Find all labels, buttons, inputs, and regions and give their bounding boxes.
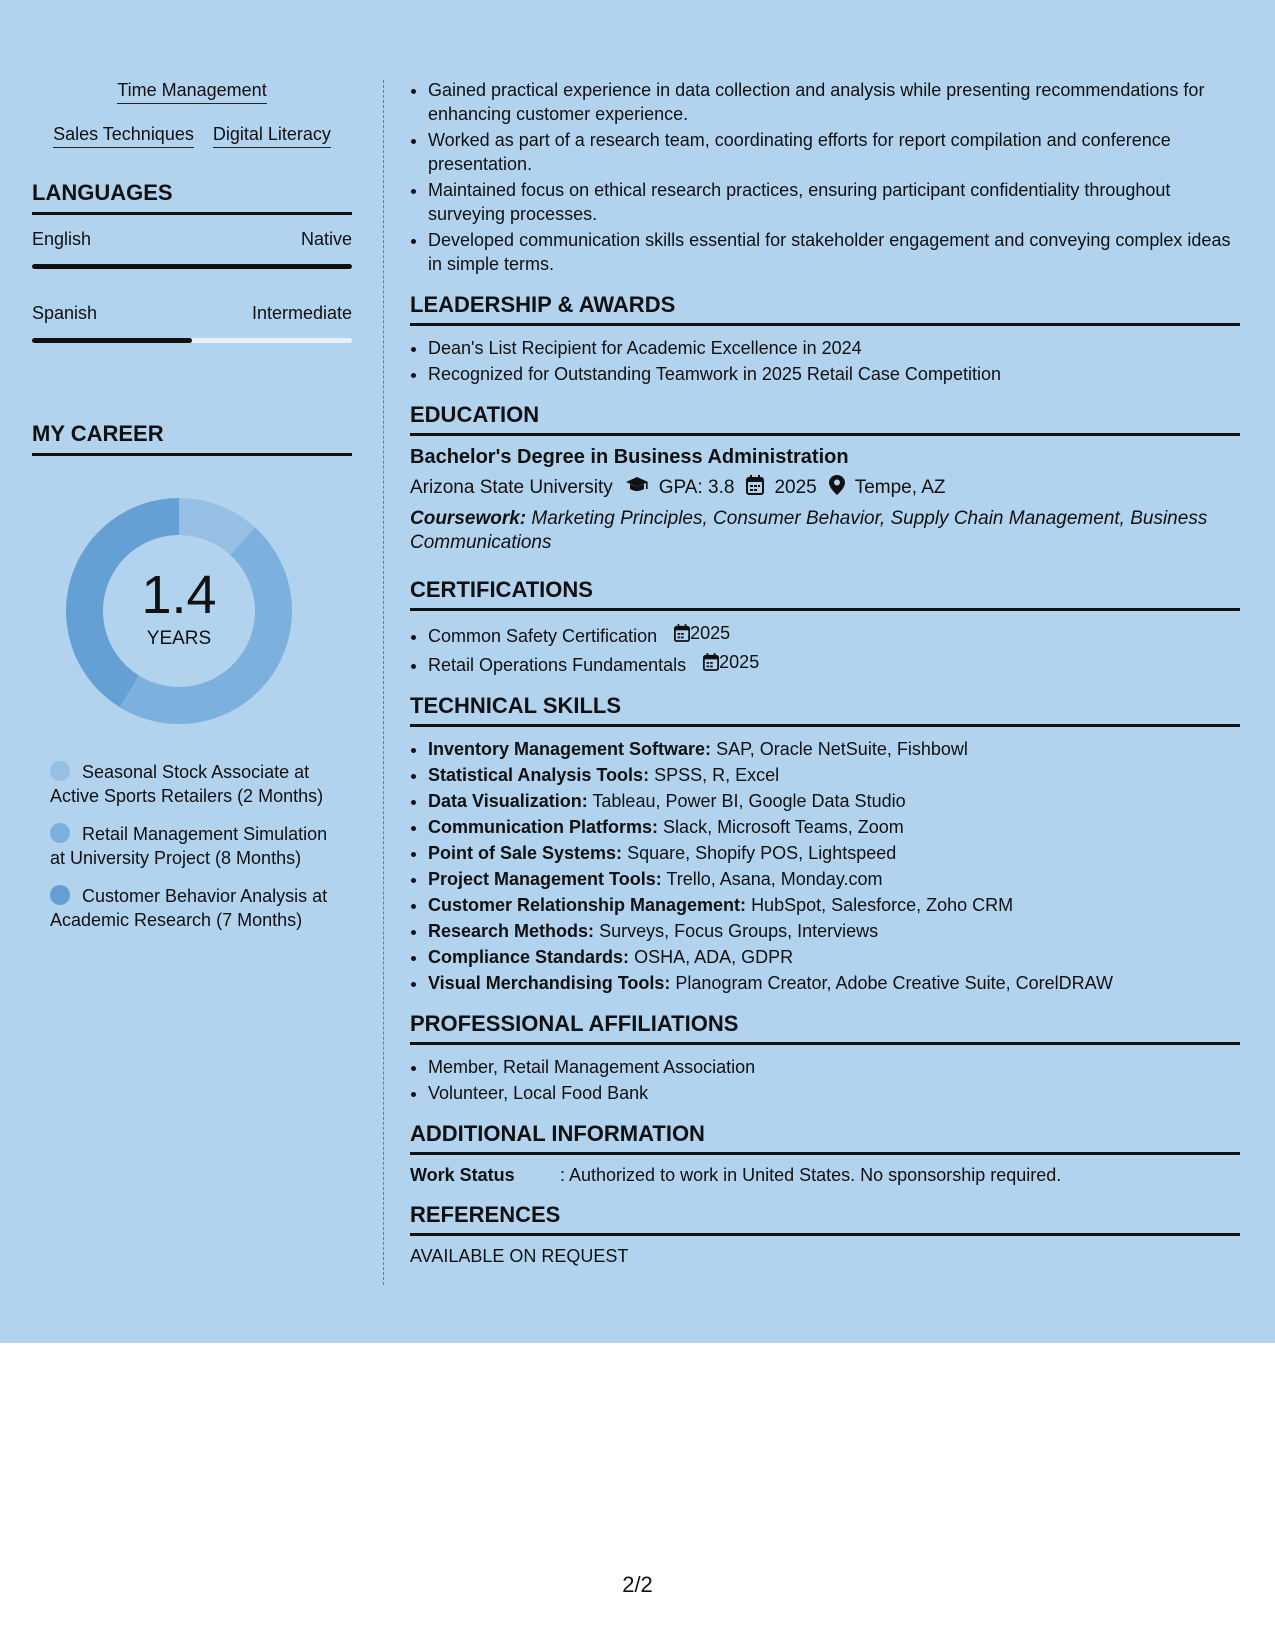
legend-item [50,822,330,870]
career-donut-chart [66,498,292,724]
language-item [32,229,352,269]
language-bar [32,338,352,343]
skill-value: SPSS, R, Excel [654,765,780,785]
language-level: Native [300,229,352,249]
language-level: Intermediate [251,303,352,323]
list-item: • Developed communication skills essential for stakeholder engagement and conveying complex ideas in simple terms. [428,228,1240,276]
skill-tag: Sales Techniques [53,124,194,148]
calendar-icon [746,475,764,501]
legend-item [50,760,330,808]
skill-label: Data Visualization: [428,791,588,811]
graduation-cap-icon [625,476,649,500]
list-item: • Maintained focus on ethical research practices, ensuring participant confidentiality throughout surveying processes. [428,178,1240,226]
list-item [428,841,1240,865]
skill-label: Inventory Management Software: [428,739,712,759]
certifications-list [410,621,1240,677]
list-item [428,815,1240,839]
leadership-list [410,336,1240,386]
career-unit: YEARS [146,628,212,649]
education-meta [410,475,1240,501]
skill-label: Communication Platforms: [428,817,659,837]
affiliations-list [410,1055,1240,1105]
graduation-year: 2025 [774,477,817,498]
list-item: • Worked as part of a research team, coordinating efforts for report compilation and conference presentation. [428,128,1240,176]
list-item: • Recognized for Outstanding Teamwork in 2025 Retail Case Competition [428,362,1240,386]
education-heading: EDUCATION [410,402,1240,436]
list-item: • Volunteer, Local Food Bank [428,1081,1240,1105]
sidebar [32,80,352,946]
work-status-value: : Authorized to work in United States. No sponsorship required. [560,1165,1062,1185]
skill-label: Visual Merchandising Tools: [428,973,671,993]
skill-value: Slack, Microsoft Teams, Zoom [663,817,904,837]
skill-value: Planogram Creator, Adobe Creative Suite, CorelDRAW [675,973,1113,993]
degree-title: Bachelor's Degree in Business Administration [410,446,849,468]
certifications-heading: CERTIFICATIONS [410,577,1240,611]
list-item [428,867,1240,891]
gpa: GPA: 3.8 [658,477,735,498]
coursework [410,507,1240,555]
career-total: 1.4 [141,565,217,625]
list-item [428,737,1240,761]
skill-value: OSHA, ADA, GDPR [634,947,794,967]
skills-row [32,124,352,148]
work-status-label: Work Status [410,1165,515,1185]
skill-value: Surveys, Focus Groups, Interviews [599,921,879,941]
leadership-heading: LEADERSHIP & AWARDS [410,292,1240,326]
legend-label: Retail Management Simulation at University Project (8 Months) [50,824,328,868]
main-column [410,78,1240,1267]
calendar-icon [674,624,690,642]
skills-row [32,80,352,104]
experience-bullets [410,78,1240,276]
page-number: 2/2 [622,1572,653,1597]
additional-info-heading: ADDITIONAL INFORMATION [410,1121,1240,1155]
certification-item [428,650,1240,677]
skill-value: Tableau, Power BI, Google Data Studio [592,791,906,811]
list-item [428,971,1240,995]
references-text: AVAILABLE ON REQUEST [410,1246,629,1266]
column-divider [383,80,384,1285]
skill-value: SAP, Oracle NetSuite, Fishbowl [716,739,968,759]
legend-dot [50,823,70,843]
coursework-label: Coursework: [410,508,527,529]
language-bar-fill [32,338,192,343]
skill-value: Square, Shopify POS, Lightspeed [627,843,897,863]
list-item [428,763,1240,787]
legend-dot [50,885,70,905]
school-name: Arizona State University [410,477,613,498]
list-item [428,945,1240,969]
technical-skills-list [410,737,1240,995]
certification-item [428,621,1240,648]
language-bar [32,264,352,269]
list-item [428,893,1240,917]
list-item: • Member, Retail Management Association [428,1055,1240,1079]
skill-value: HubSpot, Salesforce, Zoho CRM [751,895,1014,915]
skill-tag: Time Management [117,80,266,104]
certification-name: Retail Operations Fundamentals [428,655,687,675]
language-item [32,303,352,343]
skill-label: Statistical Analysis Tools: [428,765,650,785]
language-name: Spanish [32,303,98,323]
coursework-list: Marketing Principles, Consumer Behavior, Supply Chain Management, Business Communications [410,508,1208,553]
calendar-icon [703,653,719,671]
work-status-row [410,1165,1240,1186]
list-item [428,789,1240,813]
skill-label: Project Management Tools: [428,869,662,889]
legend-label: Seasonal Stock Associate at Active Sports Retailers (2 Months) [50,762,324,806]
legend-dot [50,761,70,781]
location: Tempe, AZ [854,477,946,498]
legend-label: Customer Behavior Analysis at Academic Research (7 Months) [50,886,328,930]
career-legend [50,760,330,932]
donut-center [66,498,292,724]
skill-label: Research Methods: [428,921,595,941]
skill-label: Point of Sale Systems: [428,843,623,863]
list-item: • Dean's List Recipient for Academic Excellence in 2024 [428,336,1240,360]
skill-label: Customer Relationship Management: [428,895,747,915]
list-item [428,919,1240,943]
technical-skills-heading: TECHNICAL SKILLS [410,693,1240,727]
career-heading: MY CAREER [32,421,352,456]
skill-value: Trello, Asana, Monday.com [666,869,883,889]
languages-heading: LANGUAGES [32,180,352,215]
language-bar-fill [32,264,352,269]
affiliations-heading: PROFESSIONAL AFFILIATIONS [410,1011,1240,1045]
skill-tag: Digital Literacy [213,124,331,148]
certification-year: 2025 [719,652,760,672]
legend-item [50,884,330,932]
language-name: English [32,229,92,249]
list-item: • Gained practical experience in data collection and analysis while presenting recommendations for enhancing customer experience. [428,78,1240,126]
certification-year: 2025 [690,623,731,643]
certification-name: Common Safety Certification [428,626,658,646]
references-heading: REFERENCES [410,1202,1240,1236]
skill-label: Compliance Standards: [428,947,630,967]
location-pin-icon [829,475,845,501]
